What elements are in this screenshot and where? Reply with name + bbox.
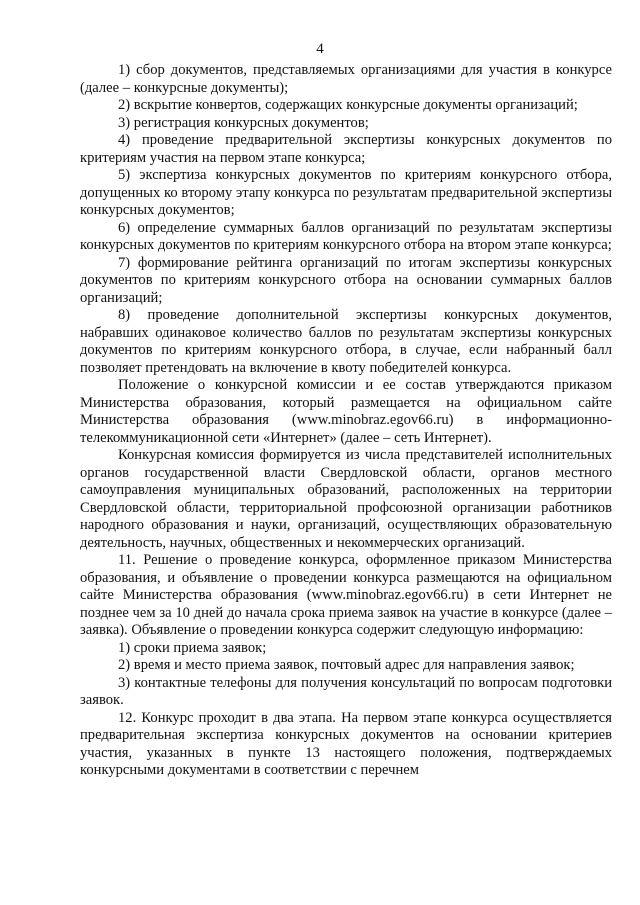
paragraph-section-11: 11. Решение о проведение конкурса, оформленное приказом Министерства образования, и объявление о проведении конкурса размещаются на официальном сайте Министерства образования (www.minobraz.egov66.ru) в сети Интернет не позднее чем за 10 дней до начала срока приема заявок на участие в конкурсе (далее – заявка). Объявление о проведении конкурса содержит следующую информацию: [80,552,612,638]
paragraph-commission-regulation: Положение о конкурсной комиссии и ее состав утверждаются приказом Министерства образования, который размещается на официальном сайте Министерства образования (www.minobraz.egov66.ru) в информационно-телекоммуникационной сети «Интернет» (далее – сеть Интернет). [80,377,612,446]
paragraph-item-8: 8) проведение дополнительной экспертизы конкурсных документов, набравших одинаковое количество баллов по результатам экспертизы конкурсных документов по критериям конкурсного отбора, в случае, если набранный балл позволяет претендовать на включение в квоту победителей конкурса. [80,307,612,376]
paragraph-announcement-item-2: 2) время и место приема заявок, почтовый адрес для направления заявок; [118,657,575,673]
paragraph-item-2: 2) вскрытие конвертов, содержащих конкурсные документы организаций; [118,97,578,113]
paragraph-item-1: 1) сбор документов, представляемых организациями для участия в конкурсе (далее – конкурсные документы); [80,62,612,96]
paragraph-announcement-item-3: 3) контактные телефоны для получения консультаций по вопросам подготовки заявок. [80,674,612,708]
paragraph-section-12: 12. Конкурс проходит в два этапа. На первом этапе конкурса осуществляется предварительная экспертиза конкурсных документов на основании критериев участия, указанных в пункте 13 настоящего положения, подтверждаемых конкурсными документами в соответствии с перечнем [80,709,612,778]
document-body [80,62,612,780]
paragraph-item-4: 4) проведение предварительной экспертизы конкурсных документов по критериям участия на первом этапе конкурса; [80,132,612,166]
paragraph-item-7: 7) формирование рейтинга организаций по итогам экспертизы конкурсных документов по критериям конкурсного отбора на основании суммарных баллов организаций; [80,254,612,306]
paragraph-commission-composition: Конкурсная комиссия формируется из числа представителей исполнительных органов государственной власти Свердловской области, органов местного самоуправления муниципальных образований, расположенных на территории Свердловской области, территориальной профсоюзной организации работников народного образования и науки, организаций, осуществляющих образовательную деятельность, научных, общественных и некоммерческих организаций. [80,447,612,551]
paragraph-item-5: 5) экспертиза конкурсных документов по критериям конкурсного отбора, допущенных ко второму этапу конкурса по результатам предварительной экспертизы конкурсных документов; [80,167,612,218]
paragraph-item-6: 6) определение суммарных баллов организаций по результатам экспертизы конкурсных документов по критериям конкурсного отбора на втором этапе конкурса; [80,219,612,253]
paragraph-item-3: 3) регистрация конкурсных документов; [118,114,369,131]
paragraph-announcement-item-1: 1) сроки приема заявок; [118,639,267,656]
page-number: 4 [316,41,324,57]
